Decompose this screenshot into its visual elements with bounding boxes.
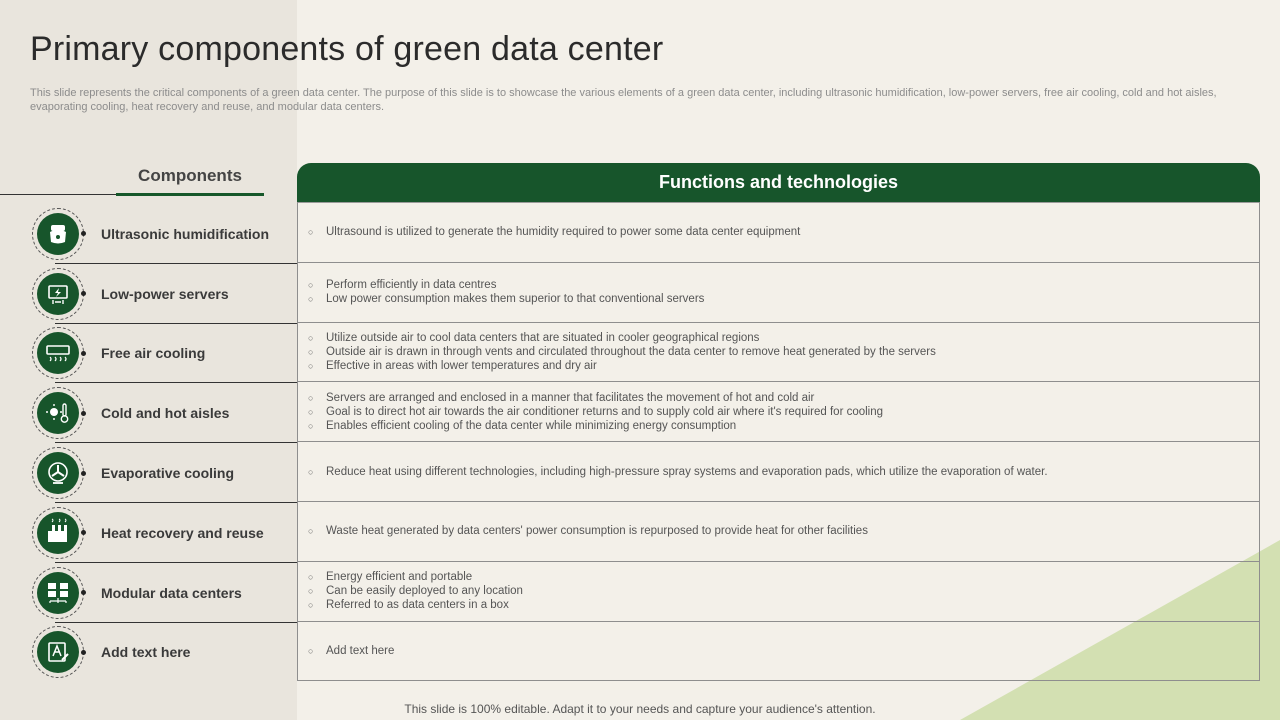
bullet-circle-icon: ○ bbox=[308, 294, 314, 305]
bullet-text: Referred to as data centers in a box bbox=[326, 599, 509, 612]
component-label: Evaporative cooling bbox=[101, 465, 235, 482]
table-row bbox=[298, 501, 1259, 561]
components-list bbox=[0, 204, 297, 682]
bullet-item bbox=[308, 359, 1259, 373]
bullet-circle-icon: ○ bbox=[308, 227, 314, 238]
factory-icon bbox=[37, 512, 79, 554]
component-row bbox=[0, 264, 297, 324]
bullet-text: Reduce heat using different technologies, including high-pressure spray systems and evaporation pads, which utilize the evaporation of water. bbox=[326, 465, 1048, 478]
connector-dot bbox=[81, 291, 86, 296]
bullet-item bbox=[308, 570, 1259, 584]
bullet-text: Goal is to direct hot air towards the air conditioner returns and to supply cold air where it's required for cooling bbox=[326, 405, 884, 418]
component-label: Cold and hot aisles bbox=[101, 405, 230, 422]
bullet-item bbox=[308, 524, 1259, 538]
bullet-circle-icon: ○ bbox=[308, 280, 314, 291]
components-header-rule bbox=[0, 194, 116, 195]
bullet-item bbox=[308, 465, 1259, 479]
bullet-text: Effective in areas with lower temperatures and dry air bbox=[326, 359, 597, 372]
bullet-circle-icon: ○ bbox=[308, 572, 314, 583]
bullet-text: Enables efficient cooling of the data center while minimizing energy consumption bbox=[326, 419, 737, 432]
functions-header: Functions and technologies bbox=[297, 163, 1260, 202]
bullet-item bbox=[308, 331, 1259, 345]
bullet-circle-icon: ○ bbox=[308, 586, 314, 597]
bullet-text: Outside air is drawn in through vents and circulated throughout the data center to remove heat generated by the servers bbox=[326, 345, 936, 358]
table-row bbox=[298, 262, 1259, 322]
bullet-item bbox=[308, 391, 1259, 405]
bullet-circle-icon: ○ bbox=[308, 346, 314, 357]
connector-dot bbox=[81, 650, 86, 655]
bullet-text: Servers are arranged and enclosed in a manner that facilitates the movement of hot and cold air bbox=[326, 391, 815, 404]
component-row bbox=[0, 623, 297, 683]
component-label: Add text here bbox=[101, 644, 191, 661]
bullet-circle-icon: ○ bbox=[308, 526, 314, 537]
bullet-item bbox=[308, 598, 1259, 612]
table-row bbox=[298, 202, 1259, 262]
functions-table bbox=[297, 202, 1260, 681]
bullet-item bbox=[308, 225, 1259, 239]
bullet-text: Utilize outside air to cool data centers that are situated in cooler geographical regions bbox=[326, 331, 760, 344]
bullet-item bbox=[308, 644, 1259, 658]
bullet-item bbox=[308, 292, 1259, 306]
power-server-icon bbox=[37, 273, 79, 315]
component-row bbox=[0, 383, 297, 443]
bullet-circle-icon: ○ bbox=[308, 420, 314, 431]
table-row bbox=[298, 621, 1259, 681]
component-icon-ring bbox=[32, 626, 84, 678]
text-edit-icon bbox=[37, 631, 79, 673]
bullet-text: Can be easily deployed to any location bbox=[326, 585, 523, 598]
table-row bbox=[298, 322, 1259, 382]
bullet-text: Add text here bbox=[326, 644, 395, 657]
slide-footer: This slide is 100% editable. Adapt it to your needs and capture your audience's attention. bbox=[404, 702, 876, 716]
bullet-circle-icon: ○ bbox=[308, 392, 314, 403]
fan-icon bbox=[37, 452, 79, 494]
hot-cold-icon bbox=[37, 392, 79, 434]
bullet-item bbox=[308, 278, 1259, 292]
component-icon-ring bbox=[32, 327, 84, 379]
bullet-item bbox=[308, 345, 1259, 359]
component-label: Ultrasonic humidification bbox=[101, 225, 270, 242]
bullet-text: Waste heat generated by data centers' power consumption is repurposed to provide heat for other facilities bbox=[326, 525, 868, 538]
connector-dot bbox=[81, 231, 86, 236]
connector-dot bbox=[81, 471, 86, 476]
table-row bbox=[298, 441, 1259, 501]
bullet-text: Low power consumption makes them superior to that conventional servers bbox=[326, 293, 705, 306]
bullet-item bbox=[308, 405, 1259, 419]
slide-subtitle: This slide represents the critical components of a green data center. The purpose of this slide is to showcase the various elements of a green data center, including ultrasonic humidification, low-power servers, free air cooling, cold and hot aisles, evaporating cooling, heat recovery and reuse, and modular data centers. bbox=[30, 87, 1217, 113]
humidifier-icon bbox=[37, 213, 79, 255]
component-row bbox=[0, 204, 297, 264]
component-icon-ring bbox=[32, 208, 84, 260]
bullet-item bbox=[308, 584, 1259, 598]
bullet-circle-icon: ○ bbox=[308, 645, 314, 656]
network-modules-icon bbox=[37, 572, 79, 614]
component-row bbox=[0, 443, 297, 503]
connector-dot bbox=[81, 351, 86, 356]
component-label: Free air cooling bbox=[101, 345, 206, 362]
component-row bbox=[0, 563, 297, 623]
bullet-text: Perform efficiently in data centres bbox=[326, 279, 497, 292]
component-icon-ring bbox=[32, 507, 84, 559]
component-icon-ring bbox=[32, 567, 84, 619]
bullet-circle-icon: ○ bbox=[308, 360, 314, 371]
bullet-circle-icon: ○ bbox=[308, 332, 314, 343]
bullet-circle-icon: ○ bbox=[308, 466, 314, 477]
component-row bbox=[0, 324, 297, 384]
connector-dot bbox=[81, 411, 86, 416]
bullet-text: Energy efficient and portable bbox=[326, 571, 473, 584]
bullet-text: Ultrasound is utilized to generate the humidity required to power some data center equipment bbox=[326, 226, 801, 239]
component-label: Low-power servers bbox=[101, 285, 229, 302]
component-label: Modular data centers bbox=[101, 584, 242, 601]
bullet-circle-icon: ○ bbox=[308, 600, 314, 611]
bullet-item bbox=[308, 419, 1259, 433]
table-row bbox=[298, 561, 1259, 621]
component-icon-ring bbox=[32, 387, 84, 439]
slide-title: Primary components of green data center bbox=[30, 30, 664, 68]
component-icon-ring bbox=[32, 447, 84, 499]
components-header: Components bbox=[116, 166, 264, 196]
component-row bbox=[0, 503, 297, 563]
bullet-circle-icon: ○ bbox=[308, 406, 314, 417]
connector-dot bbox=[81, 590, 86, 595]
component-icon-ring bbox=[32, 268, 84, 320]
connector-dot bbox=[81, 530, 86, 535]
air-conditioner-icon bbox=[37, 332, 79, 374]
table-row bbox=[298, 381, 1259, 441]
component-label: Heat recovery and reuse bbox=[101, 524, 264, 541]
